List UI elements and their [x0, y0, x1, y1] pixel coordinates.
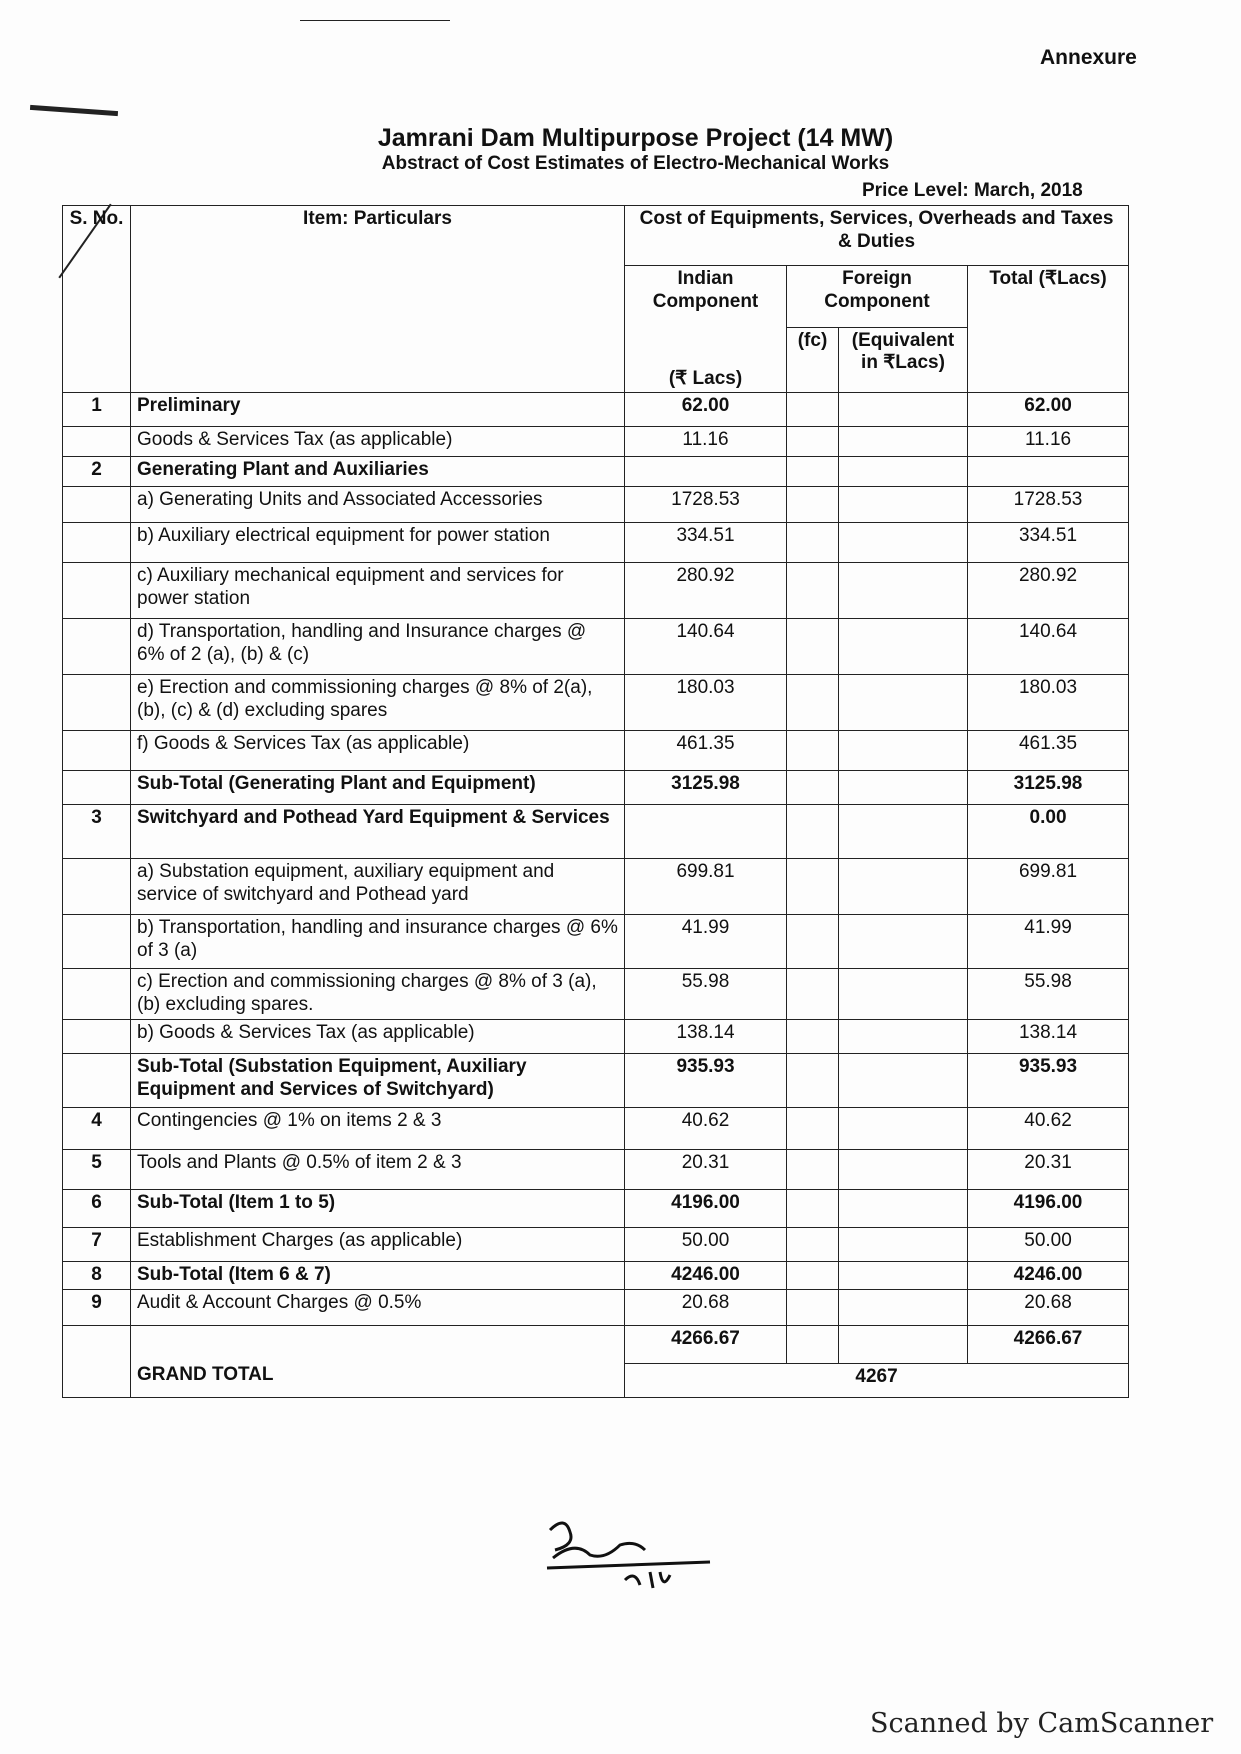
row-indian: 62.00 [625, 393, 787, 427]
row-item: Establishment Charges (as applicable) [131, 1227, 625, 1261]
header-foreign: Foreign Component [787, 266, 968, 328]
grand-total-rounded: 4267 [625, 1363, 1129, 1397]
row-fc [787, 563, 839, 619]
row-fc [787, 1261, 839, 1289]
row-item: c) Erection and commissioning charges @ 8% of 3 (a), (b) excluding spares. [131, 969, 625, 1020]
row-sno: 7 [63, 1227, 131, 1261]
header-indian-label: Indian Component [652, 268, 759, 312]
row-total: 3125.98 [968, 771, 1129, 805]
grand-total-value: 4266.67 [968, 1325, 1129, 1363]
row-equivalent [839, 1107, 968, 1149]
grand-total-indian: 4266.67 [625, 1325, 787, 1363]
row-total: 62.00 [968, 393, 1129, 427]
row-item: Generating Plant and Auxiliaries [131, 457, 625, 487]
table-row [63, 487, 1129, 523]
row-sno [63, 563, 131, 619]
row-item: a) Substation equipment, auxiliary equipment and service of switchyard and Pothead yard [131, 859, 625, 915]
row-item: b) Transportation, handling and insurance charges @ 6% of 3 (a) [131, 915, 625, 969]
row-total: 138.14 [968, 1019, 1129, 1053]
row-sno [63, 675, 131, 731]
row-fc [787, 523, 839, 563]
table-row [63, 563, 1129, 619]
row-fc [787, 393, 839, 427]
row-item: b) Goods & Services Tax (as applicable) [131, 1019, 625, 1053]
row-indian: 140.64 [625, 619, 787, 675]
row-sno: 5 [63, 1149, 131, 1189]
header-item: Item: Particulars [131, 206, 625, 393]
grand-total-fc [787, 1325, 839, 1363]
row-equivalent [839, 1289, 968, 1325]
row-indian: 50.00 [625, 1227, 787, 1261]
row-equivalent [839, 1053, 968, 1107]
row-equivalent [839, 731, 968, 771]
row-indian: 461.35 [625, 731, 787, 771]
row-equivalent [839, 859, 968, 915]
row-sno [63, 859, 131, 915]
row-total: 41.99 [968, 915, 1129, 969]
row-total: 20.68 [968, 1289, 1129, 1325]
row-indian: 180.03 [625, 675, 787, 731]
row-item: Sub-Total (Item 6 & 7) [131, 1261, 625, 1289]
row-total: 40.62 [968, 1107, 1129, 1149]
row-item: Contingencies @ 1% on items 2 & 3 [131, 1107, 625, 1149]
row-indian [625, 457, 787, 487]
header-indian [625, 266, 787, 393]
table-row [63, 1289, 1129, 1325]
cost-estimate-table [62, 205, 1129, 1398]
row-fc [787, 675, 839, 731]
row-sno: 2 [63, 457, 131, 487]
row-sno: 8 [63, 1261, 131, 1289]
header-indian-unit: (₹ Lacs) [668, 367, 743, 389]
row-item: c) Auxiliary mechanical equipment and services for power station [131, 563, 625, 619]
row-sno: 1 [63, 393, 131, 427]
row-item: Sub-Total (Generating Plant and Equipment) [131, 771, 625, 805]
row-item: Preliminary [131, 393, 625, 427]
table-row [63, 771, 1129, 805]
header-equivalent: (Equivalent in ₹Lacs) [839, 327, 968, 393]
row-indian: 280.92 [625, 563, 787, 619]
row-item: a) Generating Units and Associated Accessories [131, 487, 625, 523]
row-total: 20.31 [968, 1149, 1129, 1189]
row-equivalent [839, 619, 968, 675]
row-indian: 935.93 [625, 1053, 787, 1107]
table-row [63, 859, 1129, 915]
row-indian: 334.51 [625, 523, 787, 563]
table-row [63, 619, 1129, 675]
row-sno [63, 619, 131, 675]
row-sno [63, 1053, 131, 1107]
row-sno: 9 [63, 1289, 131, 1325]
row-item: d) Transportation, handling and Insurance charges @ 6% of 2 (a), (b) & (c) [131, 619, 625, 675]
row-fc [787, 771, 839, 805]
row-fc [787, 915, 839, 969]
row-sno [63, 731, 131, 771]
row-fc [787, 805, 839, 859]
handwritten-signature [545, 1510, 715, 1595]
table-row [63, 1149, 1129, 1189]
row-fc [787, 1189, 839, 1227]
row-item: b) Auxiliary electrical equipment for power station [131, 523, 625, 563]
row-total: 334.51 [968, 523, 1129, 563]
row-equivalent [839, 523, 968, 563]
row-indian: 138.14 [625, 1019, 787, 1053]
header-fc: (fc) [787, 327, 839, 393]
row-indian: 1728.53 [625, 487, 787, 523]
document-title: Jamrani Dam Multipurpose Project (14 MW) [377, 124, 894, 152]
row-total: 11.16 [968, 427, 1129, 457]
row-equivalent [839, 1149, 968, 1189]
row-sno [63, 915, 131, 969]
row-fc [787, 427, 839, 457]
row-sno: 6 [63, 1189, 131, 1227]
table-row [63, 1107, 1129, 1149]
row-fc [787, 457, 839, 487]
row-total: 699.81 [968, 859, 1129, 915]
table-row [63, 457, 1129, 487]
row-item: Goods & Services Tax (as applicable) [131, 427, 625, 457]
table-row [63, 915, 1129, 969]
row-indian: 55.98 [625, 969, 787, 1020]
row-indian: 11.16 [625, 427, 787, 457]
row-equivalent [839, 771, 968, 805]
row-fc [787, 1107, 839, 1149]
row-total: 4196.00 [968, 1189, 1129, 1227]
row-sno: 4 [63, 1107, 131, 1149]
row-sno: 3 [63, 805, 131, 859]
row-total: 4246.00 [968, 1261, 1129, 1289]
table-row [63, 1053, 1129, 1107]
table-row [63, 731, 1129, 771]
row-total: 55.98 [968, 969, 1129, 1020]
row-item: Audit & Account Charges @ 0.5% [131, 1289, 625, 1325]
row-item: Switchyard and Pothead Yard Equipment & Services [131, 805, 625, 859]
row-total: 180.03 [968, 675, 1129, 731]
row-equivalent [839, 805, 968, 859]
row-equivalent [839, 563, 968, 619]
row-indian: 4246.00 [625, 1261, 787, 1289]
row-item: Tools and Plants @ 0.5% of item 2 & 3 [131, 1149, 625, 1189]
row-total: 140.64 [968, 619, 1129, 675]
row-fc [787, 1227, 839, 1261]
row-sno [63, 771, 131, 805]
scanner-watermark: Scanned by CamScanner [870, 1708, 1214, 1739]
grand-total-label: GRAND TOTAL [131, 1325, 625, 1397]
row-total: 50.00 [968, 1227, 1129, 1261]
row-sno [63, 427, 131, 457]
row-equivalent [839, 427, 968, 457]
table-row [63, 1227, 1129, 1261]
grand-total-sno [63, 1325, 131, 1397]
row-total: 935.93 [968, 1053, 1129, 1107]
row-total: 1728.53 [968, 487, 1129, 523]
table-row [63, 805, 1129, 859]
table-row [63, 969, 1129, 1020]
row-fc [787, 1289, 839, 1325]
row-indian: 20.31 [625, 1149, 787, 1189]
row-equivalent [839, 457, 968, 487]
row-equivalent [839, 1261, 968, 1289]
row-item: Sub-Total (Substation Equipment, Auxiliary Equipment and Services of Switchyard) [131, 1053, 625, 1107]
scan-mark [300, 20, 450, 21]
row-total: 280.92 [968, 563, 1129, 619]
grand-total-equivalent [839, 1325, 968, 1363]
row-indian [625, 805, 787, 859]
row-fc [787, 969, 839, 1020]
header-total: Total (₹Lacs) [968, 266, 1129, 393]
row-equivalent [839, 1019, 968, 1053]
row-equivalent [839, 915, 968, 969]
row-indian: 3125.98 [625, 771, 787, 805]
table-row [63, 427, 1129, 457]
row-item: e) Erection and commissioning charges @ 8% of 2(a), (b), (c) & (d) excluding spares [131, 675, 625, 731]
row-equivalent [839, 1189, 968, 1227]
row-fc [787, 859, 839, 915]
row-equivalent [839, 1227, 968, 1261]
row-indian: 20.68 [625, 1289, 787, 1325]
price-level: Price Level: March, 2018 [862, 180, 1083, 201]
row-total: 0.00 [968, 805, 1129, 859]
row-sno [63, 1019, 131, 1053]
row-equivalent [839, 969, 968, 1020]
table-body [63, 393, 1129, 1325]
table-row [63, 675, 1129, 731]
row-indian: 699.81 [625, 859, 787, 915]
row-sno [63, 969, 131, 1020]
table-row [63, 1261, 1129, 1289]
row-indian: 41.99 [625, 915, 787, 969]
header-cost-group: Cost of Equipments, Services, Overheads and Taxes & Duties [625, 206, 1129, 266]
row-fc [787, 1053, 839, 1107]
row-equivalent [839, 487, 968, 523]
document-subtitle: Abstract of Cost Estimates of Electro-Mechanical Works [381, 153, 890, 174]
grand-total-row [63, 1325, 1129, 1363]
annexure-label: Annexure [1040, 46, 1137, 69]
row-equivalent [839, 675, 968, 731]
row-total: 461.35 [968, 731, 1129, 771]
row-fc [787, 619, 839, 675]
row-equivalent [839, 393, 968, 427]
row-item: f) Goods & Services Tax (as applicable) [131, 731, 625, 771]
row-indian: 4196.00 [625, 1189, 787, 1227]
row-fc [787, 731, 839, 771]
table-row [63, 1189, 1129, 1227]
row-sno [63, 523, 131, 563]
row-fc [787, 487, 839, 523]
row-sno [63, 487, 131, 523]
header-sno: S. No. [63, 206, 131, 393]
table-row [63, 393, 1129, 427]
row-fc [787, 1019, 839, 1053]
scan-mark [30, 105, 118, 116]
table-row [63, 1019, 1129, 1053]
row-total [968, 457, 1129, 487]
row-indian: 40.62 [625, 1107, 787, 1149]
row-item: Sub-Total (Item 1 to 5) [131, 1189, 625, 1227]
table-row [63, 523, 1129, 563]
row-fc [787, 1149, 839, 1189]
